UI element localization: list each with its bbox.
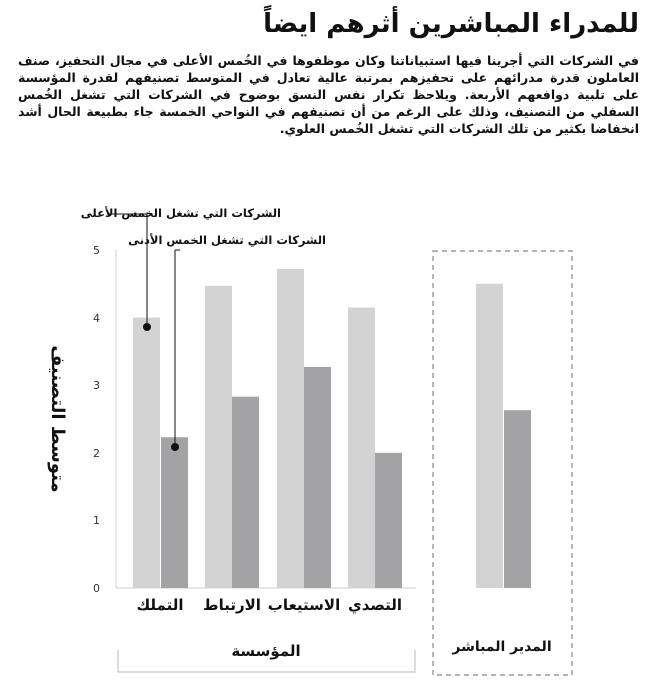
x-category-label: التصدي [347, 596, 403, 614]
bar-top-fifth-manager [476, 284, 503, 588]
group-label-manager: المدير المباشر [452, 639, 552, 655]
page-title: للمدراء المباشرين أثرهم ايضاً [263, 9, 639, 39]
legend-bottom-fifth: الشركات التي تشغل الخمس الأدنى [128, 233, 326, 247]
x-category-label: التملك [136, 596, 184, 614]
bar-top-fifth-bonding [205, 286, 232, 588]
legend-top-fifth: الشركات التي تشغل الخمس الأعلى [80, 206, 281, 220]
bar-bottom-fifth-manager [504, 410, 531, 588]
group-label-organization: المؤسسة [231, 642, 301, 660]
bar-top-fifth-defending [348, 307, 375, 588]
bar-bottom-fifth-comprehension [304, 367, 331, 588]
y-tick-label: 4 [93, 312, 100, 325]
y-tick-label: 5 [93, 244, 100, 257]
x-category-label: الاستيعاب [267, 596, 341, 614]
bar-top-fifth-ownership [133, 318, 160, 588]
x-category-label: الارتباط [203, 596, 261, 614]
bar-bottom-fifth-bonding [232, 397, 259, 588]
y-tick-label: 3 [93, 379, 100, 392]
y-tick-label: 2 [93, 447, 100, 460]
y-tick-label: 0 [93, 582, 100, 595]
y-axis-title: متوسط التصنيف [47, 345, 68, 493]
intro-paragraph: في الشركات التي أجرينا فيها استبياناتنا وكان موظفوها في الخُمس الأعلى في مجال التحفيز، صنف العاملون قدرة مدرائهم على تحفيزهم بمرتبة عالية تعادل في المتوسط تصنيفهم لقدرة المؤسسة على تلبية دوافعهم الأربعة. ويلاحظ تكرار نفس النسق بوضوح في الشركات التي تشغل الخُمس السفلي من التصنيف، وذلك على الرغم من أن تصنيفهم في النواحي الخمسة جاء بطبيعة الحال أشد انخفاضا بكثير من تلك الشركات التي تشغل الخُمس العلوي. [18, 53, 639, 136]
callout-bottom-fifth-dot [171, 443, 179, 451]
bar-bottom-fifth-defending [375, 453, 402, 588]
bar-bottom-fifth-ownership [161, 437, 188, 588]
bar-top-fifth-comprehension [277, 269, 304, 588]
y-tick-label: 1 [93, 514, 100, 527]
callout-top-fifth-dot [143, 323, 151, 331]
